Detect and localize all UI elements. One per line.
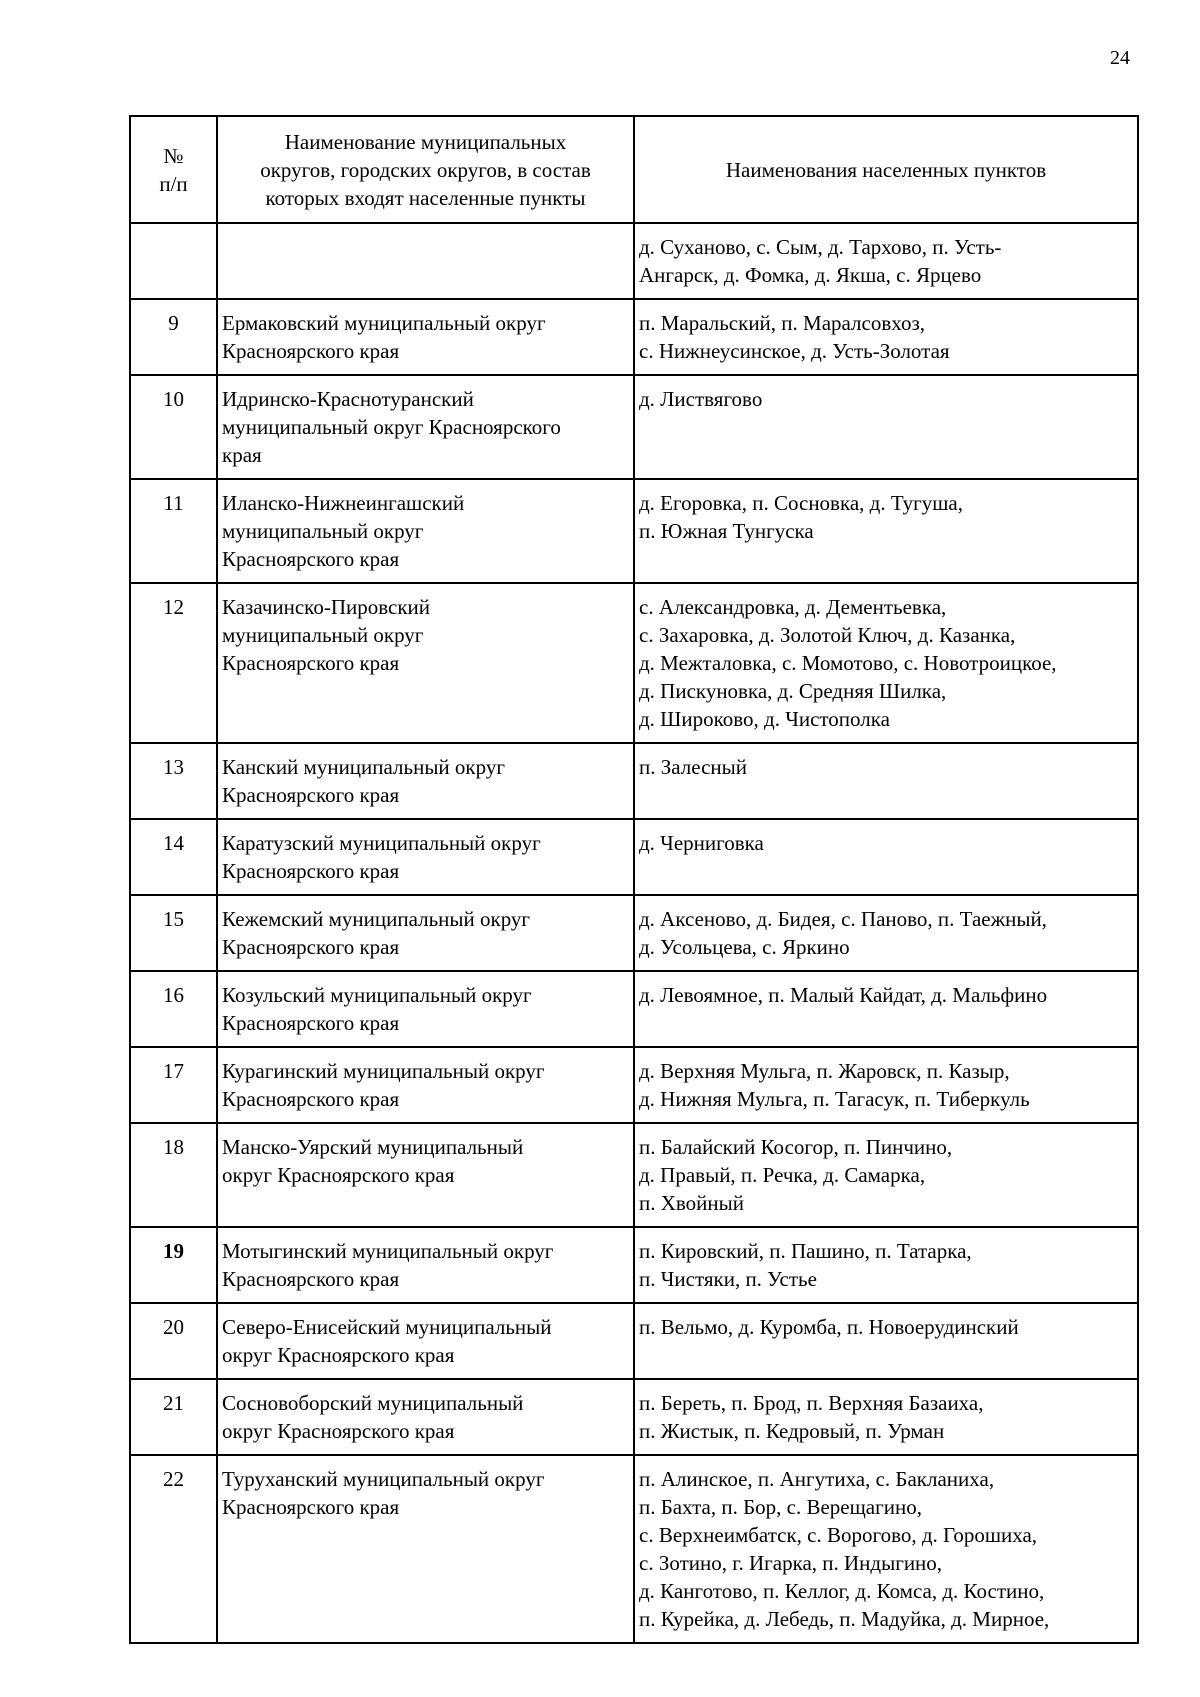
settlements-line: п. Чистяки, п. Устье [639, 1267, 817, 1291]
table-row [130, 1379, 1138, 1455]
district-name-line: Мотыгинский муниципальный округ [222, 1239, 554, 1263]
row-number: 19 [130, 1227, 217, 1303]
settlements-line: д. Межталовка, с. Момотово, с. Новотроицкое, [639, 651, 1057, 675]
row-number [130, 223, 217, 299]
settlements-line: п. Жистык, п. Кедровый, п. Урман [639, 1419, 945, 1443]
district-name-line: муниципальный округ [222, 623, 424, 647]
row-number: 11 [130, 479, 217, 583]
district-name-line: округ Красноярского края [222, 1163, 455, 1187]
settlements-line: п. Курейка, д. Лебедь, п. Мадуйка, д. Мирное, [639, 1607, 1050, 1631]
table-row [130, 1227, 1138, 1303]
district-name [217, 1047, 634, 1123]
district-name [217, 299, 634, 375]
row-number: 16 [130, 971, 217, 1047]
settlements-line: с. Александровка, д. Дементьевка, [639, 595, 947, 619]
settlements-line: п. Хвойный [639, 1191, 744, 1215]
settlements-line: п. Залесный [639, 755, 747, 779]
district-name-line: Красноярского края [222, 1087, 400, 1111]
settlements-list [634, 1379, 1138, 1455]
settlements-list [634, 375, 1138, 479]
district-name-line: Кежемский муниципальный округ [222, 907, 531, 931]
settlements-list [634, 819, 1138, 895]
table-row [130, 971, 1138, 1047]
header-number-line: № [163, 143, 184, 168]
district-name [217, 1303, 634, 1379]
page-number: 24 [1110, 47, 1130, 69]
header-settlements: Наименования населенных пунктов [634, 116, 1138, 223]
settlements-line: п. Алинское, п. Ангутиха, с. Бакланиха, [639, 1467, 995, 1491]
table-row [130, 819, 1138, 895]
district-name-line: Красноярского края [222, 1495, 400, 1519]
row-number: 17 [130, 1047, 217, 1123]
district-name-line: Манско-Уярский муниципальный [222, 1135, 524, 1159]
settlements-line: д. Правый, п. Речка, д. Самарка, [639, 1163, 926, 1187]
district-name-line: Казачинско-Пировский [222, 595, 431, 619]
settlements-line: п. Вельмо, д. Куромба, п. Новоерудинский [639, 1315, 1019, 1339]
district-name-line: Красноярского края [222, 783, 400, 807]
row-number: 18 [130, 1123, 217, 1227]
table-row [130, 1455, 1138, 1643]
header-number [130, 116, 217, 223]
district-name-line: Сосновоборский муниципальный [222, 1391, 524, 1415]
district-name-line: Красноярского края [222, 1267, 400, 1291]
settlements-list [634, 479, 1138, 583]
district-name-line: Красноярского края [222, 339, 400, 363]
district-name [217, 223, 634, 299]
district-name-line: Туруханский муниципальный округ [222, 1467, 545, 1491]
row-number: 12 [130, 583, 217, 743]
settlements-line: с. Нижнеусинское, д. Усть-Золотая [639, 339, 950, 363]
settlements-list [634, 299, 1138, 375]
district-name-line: Канский муниципальный округ [222, 755, 505, 779]
table-row [130, 375, 1138, 479]
settlements-line: п. Береть, п. Брод, п. Верхняя Базаиха, [639, 1391, 984, 1415]
settlements-line: с. Верхнеимбатск, с. Ворогово, д. Горошиха, [639, 1523, 1038, 1547]
settlements-line: с. Захаровка, д. Золотой Ключ, д. Казанка, [639, 623, 1016, 647]
table-row [130, 1303, 1138, 1379]
header-number-line: п/п [159, 171, 188, 196]
row-number: 21 [130, 1379, 217, 1455]
district-name [217, 895, 634, 971]
table-row [130, 1047, 1138, 1123]
settlements-line: с. Зотино, г. Игарка, п. Индыгино, [639, 1551, 943, 1575]
settlements-line: д. Пискуновка, д. Средняя Шилка, [639, 679, 947, 703]
settlements-list [634, 1123, 1138, 1227]
settlements-line: д. Черниговка [639, 831, 764, 855]
district-name [217, 375, 634, 479]
district-name [217, 819, 634, 895]
settlements-line: д. Канготово, п. Келлог, д. Комса, д. Костино, [639, 1579, 1045, 1603]
settlements-list [634, 971, 1138, 1047]
settlements-line: п. Маральский, п. Маралсовхоз, [639, 311, 925, 335]
settlements-line: д. Нижняя Мульга, п. Тагасук, п. Тиберкуль [639, 1087, 1030, 1111]
settlements-line: д. Листвягово [639, 387, 763, 411]
settlements-list [634, 1047, 1138, 1123]
row-number: 14 [130, 819, 217, 895]
district-name [217, 1227, 634, 1303]
settlements-line: д. Суханово, с. Сым, д. Тархово, п. Усть- [639, 235, 1002, 259]
district-name [217, 971, 634, 1047]
table-row [130, 895, 1138, 971]
table-header-row [130, 116, 1138, 223]
settlements-line: п. Кировский, п. Пашино, п. Татарка, [639, 1239, 972, 1263]
district-name-line: Красноярского края [222, 547, 400, 571]
settlements-line: д. Усольцева, с. Яркино [639, 935, 850, 959]
district-name-line: Козульский муниципальный округ [222, 983, 532, 1007]
table-body [130, 223, 1138, 1643]
table-row [130, 1123, 1138, 1227]
header-district-line: округов, городских округов, в состав [260, 157, 591, 182]
row-number: 20 [130, 1303, 217, 1379]
settlements-line: п. Балайский Косогор, п. Пинчино, [639, 1135, 953, 1159]
header-district-line: Наименование муниципальных [284, 129, 567, 154]
table-row [130, 223, 1138, 299]
district-name-line: Иланско-Нижнеингашский [222, 491, 465, 515]
district-name-line: Красноярского края [222, 859, 400, 883]
settlements-line: д. Верхняя Мульга, п. Жаровск, п. Казыр, [639, 1059, 1010, 1083]
settlements-line: д. Левоямное, п. Малый Кайдат, д. Мальфино [639, 983, 1048, 1007]
district-name [217, 1379, 634, 1455]
header-district [217, 116, 634, 223]
settlements-list [634, 743, 1138, 819]
settlements-table [129, 115, 1139, 1644]
settlements-list [634, 223, 1138, 299]
district-name-line: Ермаковский муниципальный округ [222, 311, 546, 335]
settlements-line: п. Южная Тунгуска [639, 519, 814, 543]
settlements-line: Ангарск, д. Фомка, д. Якша, с. Ярцево [639, 263, 982, 287]
district-name-line: муниципальный округ Красноярского [222, 415, 561, 439]
row-number: 13 [130, 743, 217, 819]
district-name-line: Красноярского края [222, 1011, 400, 1035]
settlements-line: д. Аксеново, д. Бидея, с. Паново, п. Таежный, [639, 907, 1047, 931]
settlements-list [634, 1455, 1138, 1643]
district-name-line: Идринско-Краснотуранский [222, 387, 474, 411]
district-name-line: Красноярского края [222, 935, 400, 959]
settlements-list [634, 583, 1138, 743]
district-name [217, 1455, 634, 1643]
settlements-line: д. Егоровка, п. Сосновка, д. Тугуша, [639, 491, 963, 515]
row-number: 22 [130, 1455, 217, 1643]
table-row [130, 479, 1138, 583]
table-row [130, 743, 1138, 819]
district-name [217, 1123, 634, 1227]
settlements-line: п. Бахта, п. Бор, с. Верещагино, [639, 1495, 922, 1519]
district-name-line: Курагинский муниципальный округ [222, 1059, 545, 1083]
district-name-line: Северо-Енисейский муниципальный [222, 1315, 552, 1339]
district-name-line: Каратузский муниципальный округ [222, 831, 541, 855]
row-number: 10 [130, 375, 217, 479]
table-row [130, 583, 1138, 743]
district-name [217, 583, 634, 743]
district-name [217, 479, 634, 583]
district-name-line: Красноярского края [222, 651, 400, 675]
table-row [130, 299, 1138, 375]
header-district-line: которых входят населенные пункты [265, 185, 586, 210]
settlements-list [634, 895, 1138, 971]
district-name-line: округ Красноярского края [222, 1343, 455, 1367]
row-number: 9 [130, 299, 217, 375]
district-name-line: округ Красноярского края [222, 1419, 455, 1443]
district-name-line: края [222, 443, 262, 467]
settlements-list [634, 1303, 1138, 1379]
row-number: 15 [130, 895, 217, 971]
settlements-line: д. Широково, д. Чистополка [639, 707, 890, 731]
settlements-list [634, 1227, 1138, 1303]
district-name-line: муниципальный округ [222, 519, 424, 543]
district-name [217, 743, 634, 819]
